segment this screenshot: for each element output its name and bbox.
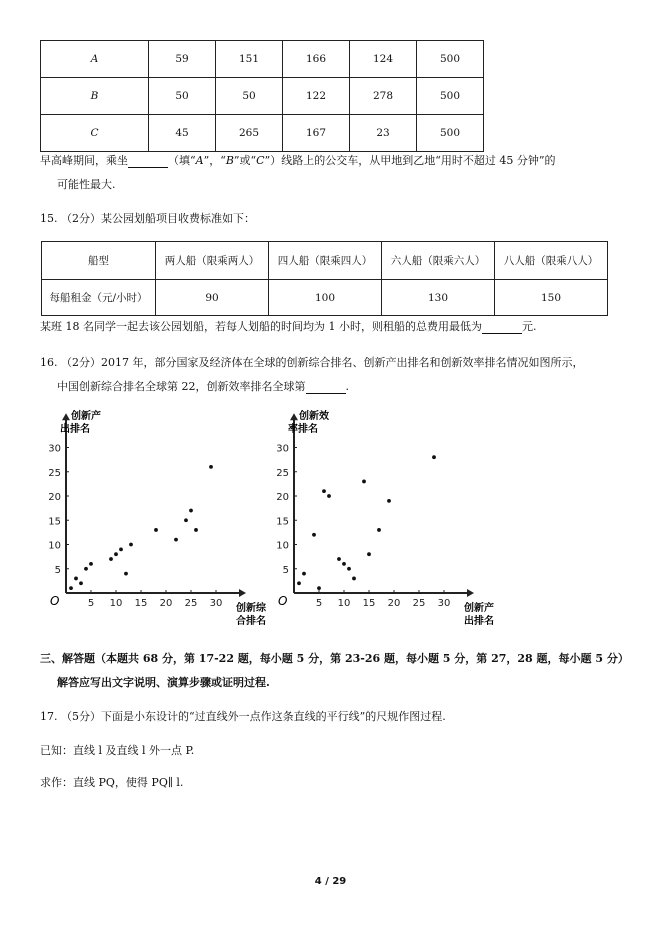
y-tick-label: 20 [48,492,61,503]
table-cell: 167 [283,115,350,152]
table-header: 两人船（限乘两人） [156,242,269,280]
x-axis-label: 出排名 [464,616,494,627]
table-cell: 166 [283,41,350,78]
scatter-chart-left [40,405,280,635]
table-row [41,78,484,115]
table-row [42,242,608,280]
data-point [74,577,78,581]
table-cell: 50 [149,78,216,115]
q15-text: 某班 18 名同学一起去该公园划船，若每人划船的时间均为 1 小时，则租船的总费用最低为 [40,320,482,333]
table-cell: C [41,115,149,152]
y-tick-label: 10 [48,540,61,552]
scatter-chart-right [268,405,513,635]
x-tick-label: 5 [315,598,323,609]
q17-find: 求作：直线 PQ，使得 PQ∥ l. [40,776,184,789]
option-c: C [256,154,265,167]
x-tick-label: 30 [437,598,451,609]
q14-text: ”或“ [233,154,257,167]
data-point [347,567,351,571]
data-point [327,494,331,498]
y-tick-label: 15 [276,516,289,528]
x-tick-label: 30 [209,598,223,609]
q16-line1: 16. （2分）2017 年，部分国家及经济体在全球的创新综合排名、创新产出排名和创新效率排名情况如图所示， [40,356,584,369]
data-point [209,465,213,469]
q14-line1 [40,152,555,168]
table-row [42,280,608,316]
x-tick-label: 20 [387,598,401,609]
answer-blank [306,381,346,394]
table-cell: 90 [156,280,269,316]
table-header: 船型 [42,242,156,280]
answer-blank [128,155,168,168]
q14-text: 早高峰期间，乘坐 [40,154,128,167]
table-cell: 100 [269,280,382,316]
section-instruction: 解答应写出文字说明、演算步骤或证明过程. [57,676,270,689]
q16-line2 [57,378,349,394]
data-point [124,572,128,576]
table-header: 六人船（限乘六人） [382,242,495,280]
y-tick-label: 20 [276,492,289,503]
x-axis-label: 创新综 [236,603,266,614]
x-axis-label: 创新产 [464,603,494,614]
q16-text: . [345,380,349,393]
y-tick-label: 5 [54,564,61,576]
route-table [40,40,484,152]
origin-label: O [50,594,60,608]
boat-price-table [41,241,608,316]
data-point [342,562,346,566]
x-tick-label: 25 [184,598,198,609]
origin-label: O [278,594,288,608]
y-axis-arrow [62,413,70,420]
data-point [79,581,83,585]
table-cell: 124 [350,41,417,78]
y-axis-label: 出排名 [60,424,90,435]
q14-text: （填“ [168,154,196,167]
data-point [89,562,93,566]
y-tick-label: 10 [276,540,289,552]
x-axis-arrow [467,589,474,597]
data-point [377,528,381,532]
table-row [41,115,484,152]
table-cell: 59 [149,41,216,78]
data-point [312,533,316,537]
table-cell: 23 [350,115,417,152]
data-point [322,489,326,493]
q17-line1: 17. （5分）下面是小东设计的“过直线外一点作这条直线的平行线”的尺规作图过程. [40,710,446,723]
x-axis-arrow [239,589,246,597]
y-tick-label: 30 [48,443,61,455]
x-tick-label: 15 [362,598,376,609]
table-cell: 每船租金（元/小时） [42,280,156,316]
data-point [194,528,198,532]
data-point [69,586,73,590]
x-tick-label: 25 [412,598,426,609]
q15-question: 15. （2分）某公园划船项目收费标准如下： [40,212,255,225]
y-tick-label: 30 [276,443,289,455]
data-point [302,572,306,576]
y-axis-label: 创新效 [299,411,329,422]
x-tick-label: 20 [159,598,173,609]
table-cell: 265 [216,115,283,152]
y-tick-label: 5 [282,564,289,576]
table-cell: 150 [495,280,608,316]
table-cell: 50 [216,78,283,115]
table-cell: 130 [382,280,495,316]
table-cell: 151 [216,41,283,78]
q14-text: ”）线路上的公交车，从甲地到乙地“用时不超过 45 分钟”的 [264,154,556,167]
data-point [352,577,356,581]
x-tick-label: 10 [337,598,351,609]
answer-blank [482,321,522,334]
option-b: B [225,154,234,167]
data-point [129,543,133,547]
y-axis-arrow [290,413,298,420]
data-point [432,455,436,459]
y-tick-label: 25 [48,467,61,479]
table-cell: 122 [283,78,350,115]
q15-after [40,318,536,334]
data-point [387,499,391,503]
table-cell: 500 [417,115,484,152]
table-cell: A [41,41,149,78]
y-axis-label: 率排名 [288,424,318,435]
data-point [84,567,88,571]
data-point [154,528,158,532]
q15-text: 元. [521,320,537,333]
table-row [41,41,484,78]
data-point [189,509,193,513]
data-point [362,480,366,484]
q14-line2: 可能性最大. [57,178,116,191]
x-tick-label: 5 [87,598,95,609]
table-cell: 45 [149,115,216,152]
data-point [174,538,178,542]
data-point [184,518,188,522]
data-point [109,557,113,561]
y-axis-label: 创新产 [71,411,101,422]
x-axis-label: 合排名 [236,616,266,627]
table-cell: 500 [417,78,484,115]
table-header: 四人船（限乘四人） [269,242,382,280]
table-cell: 500 [417,41,484,78]
data-point [297,581,301,585]
q17-known: 已知：直线 l 及直线 l 外一点 P. [40,744,195,757]
x-tick-label: 10 [109,598,123,609]
data-point [317,586,321,590]
data-point [367,552,371,556]
data-point [337,557,341,561]
y-tick-label: 15 [48,516,61,528]
option-a: A [195,154,204,167]
y-tick-label: 25 [276,467,289,479]
section-heading: 三、解答题（本题共 68 分，第 17-22 题，每小题 5 分，第 23-26 题，每小题 5 分，第 27，28 题，每小题 5 分） [40,652,629,665]
x-tick-label: 15 [134,598,148,609]
q14-text: ”，“ [203,154,226,167]
table-cell: B [41,78,149,115]
data-point [119,547,123,551]
data-point [114,552,118,556]
table-header: 八人船（限乘八人） [495,242,608,280]
table-cell: 278 [350,78,417,115]
page-number: 4 / 29 [314,876,347,887]
q16-text: 中国创新综合排名全球第 22，创新效率排名全球第 [57,380,306,393]
